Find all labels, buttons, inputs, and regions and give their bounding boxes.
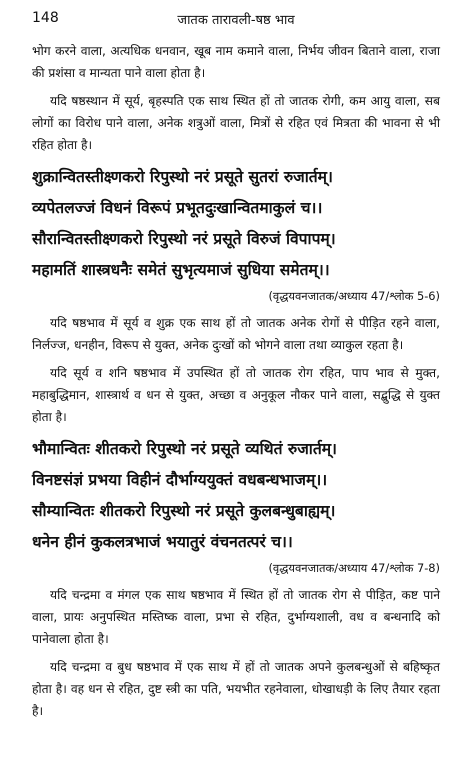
paragraph-3: यदि षष्ठभाव में सूर्य व शुक्र एक साथ हों तो जातक अनेक रोगों से पीड़ित रहने वाला, निर्लज्ज, धनहीन, विरूप से युक्त, अनेक दुःखों को भोगने वाला तथा व्याकुल रहता है। [32, 316, 440, 352]
citation-1: (वृद्धयवनजातक/अध्याय 47/श्लोक 5-6) [268, 289, 440, 303]
page-header [32, 0, 440, 34]
paragraph-5: यदि चन्द्रमा व मंगल एक साथ षष्ठभाव में स्थित हों तो जातक रोग से पीड़ित, कष्ट पाने वाला, प्रायः अनुपस्थित मस्तिष्क वाला, प्रभा से रहित, दुर्भाग्यशाली, वध व बन्धनादि को पानेवाला होता है। [32, 588, 440, 646]
verse-line: भौमान्वितः शीतकरो रिपुस्थो नरं प्रसूते व्यथितं रुजार्तम्। [32, 440, 337, 458]
verse-line: शुक्रान्वितस्तीक्ष्णकरो रिपुस्थो नरं प्रसूते सुतरां रुजार्तम्। [32, 168, 333, 186]
verse-line: सौम्यान्वितः शीतकरो रिपुस्थो नरं प्रसूते कुलबन्धुबाह्यम्। [32, 502, 336, 520]
verse-line: व्यपेतलज्जं विधनं विरूपं प्रभूतदुःखान्वितमाकुलं च।। [32, 199, 323, 217]
verse-line: महामतिं शास्त्रधनैः समेतं सुभृत्यमाजं सुधिया समेतम्।। [32, 261, 330, 279]
paragraph-1: भोग करने वाला, अत्यधिक धनवान, खूब नाम कमाने वाला, निर्भय जीवन बिताने वाला, राजा की प्रशंसा व मान्यता पाने वाला होता है। [32, 44, 440, 80]
paragraph-4: यदि सूर्य व शनि षष्ठभाव में उपस्थित हों तो जातक रोग रहित, पाप भाव से मुक्त, महाबुद्धिमान, शास्त्रार्थ व धन से युक्त, अच्छा व अनुकूल नौकर पाने वाला, सद्बुद्धि से युक्त होता है। [32, 366, 440, 424]
page-number: 148 [32, 10, 59, 26]
citation-2: (वृद्धयवनजातक/अध्याय 47/श्लोक 7-8) [268, 561, 440, 575]
verse-line: सौरान्वितस्तीक्ष्णकरो रिपुस्थो नरं प्रसूते विरुजं विपापम्। [32, 230, 336, 248]
verse-block-1 [32, 162, 440, 286]
paragraph-2: यदि षष्ठस्थान में सूर्य, बृहस्पति एक साथ स्थित हों तो जातक रोगी, कम आयु वाला, सब लोगों का विरोध पाने वाला, अनेक शत्रुओं वाला, मित्रों से रहित एवं मित्रता की भावना से भी रहित होता है। [32, 94, 440, 152]
verse-line: धनेन हीनं कुकलत्रभाजं भयातुरं वंचनतत्परं च।। [32, 533, 293, 551]
running-head: जातक तारावली-षष्ठ भाव [177, 13, 295, 28]
verse-line: विनष्टसंज्ञं प्रभया विहीनं दौर्भाग्ययुक्तं वधबन्धभाजम्।। [32, 471, 328, 489]
paragraph-6: यदि चन्द्रमा व बुध षष्ठभाव में एक साथ में हों तो जातक अपने कुलबन्धुओं से बहिष्कृत होता है। वह धन से रहित, दुष्ट स्त्री का पति, भयभीत रहनेवाला, धोखाधड़ी के लिए तैयार रहता है। [32, 660, 440, 718]
verse-block-2 [32, 434, 440, 558]
